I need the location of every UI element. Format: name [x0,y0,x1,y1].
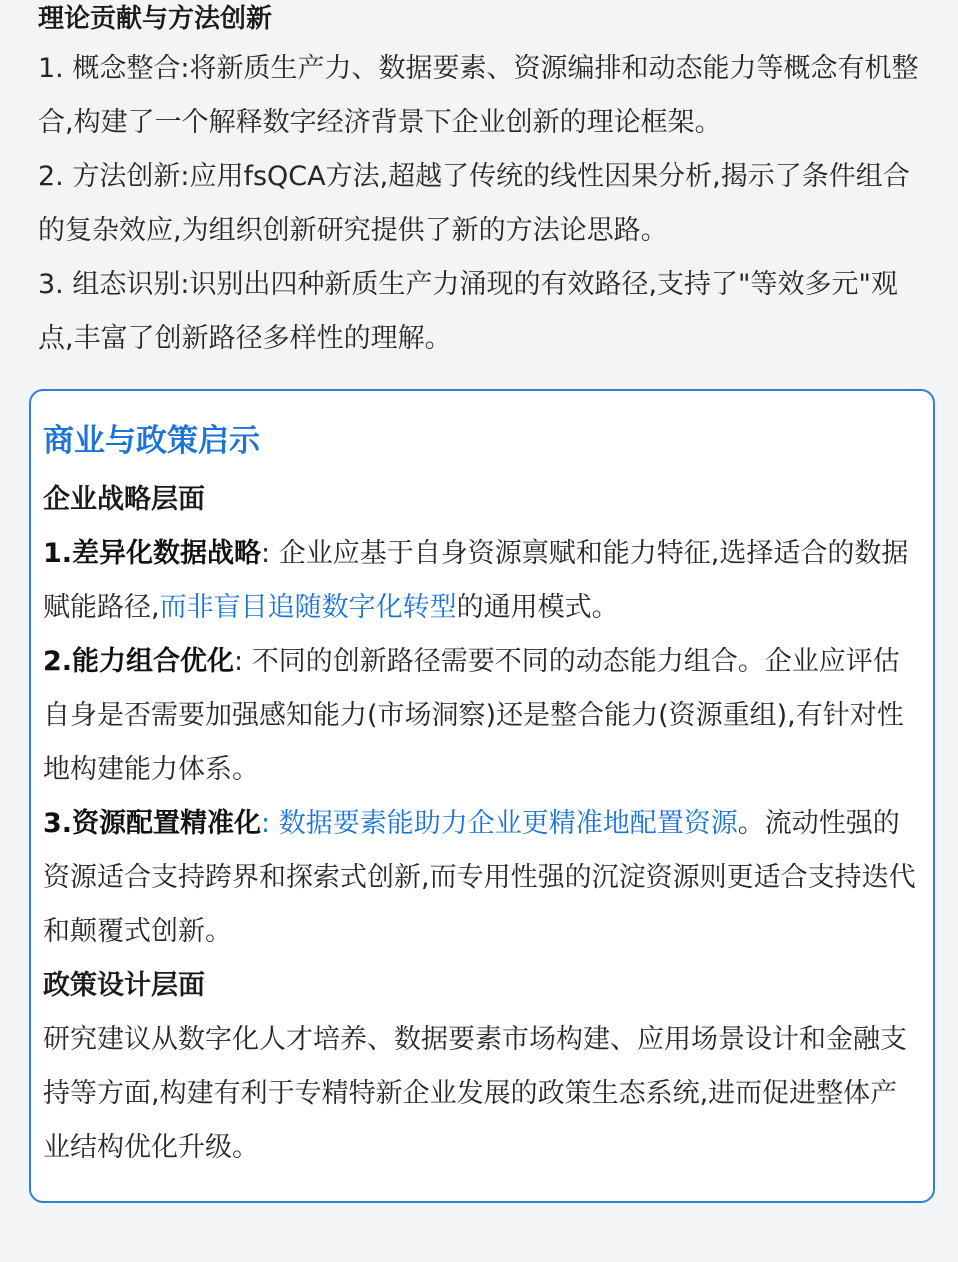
point-text-tail: 。流动性强的资源适合支持跨界和探索式创新,而专用性强的沉淀资源则更适合支持迭代和颠覆式创新。 [43,808,916,947]
theory-section [38,0,928,366]
point-separator: : [234,646,252,677]
point-separator: : [261,538,279,569]
point-highlight: 而非盲目追随数字化转型 [159,592,457,623]
point-text: 企业应基于自身资源禀赋和能力特征,选择适合的数据赋能路径, [43,538,909,623]
theory-item-concept-integration: 1. 概念整合:将新质生产力、数据要素、资源编排和动态能力等概念有机整合,构建了一个解释数字经济背景下企业创新的理论框架。 [38,53,919,138]
theory-section-title: 理论贡献与方法创新 [38,4,273,34]
point-separator: : [261,808,279,839]
policy-design-text: 研究建议从数字化人才培养、数据要素市场构建、应用场景设计和金融支持等方面,构建有利于专精特新企业发展的政策生态系统,进而促进整体产业结构优化升级。 [43,1024,907,1163]
enterprise-strategy-heading: 企业战略层面 [43,484,205,515]
enterprise-point-data-strategy [43,527,921,635]
point-text-tail: 的通用模式。 [456,592,619,623]
point-label: 2.能力组合优化 [43,646,235,677]
implications-card-title: 商业与政策启示 [43,423,260,459]
point-highlight: 数据要素能助力企业更精准地配置资源 [278,808,738,839]
implications-card [29,389,935,1203]
theory-item-method-innovation: 2. 方法创新:应用fsQCA方法,超越了传统的线性因果分析,揭示了条件组合的复杂效应,为组织创新研究提供了新的方法论思路。 [38,161,910,246]
enterprise-point-resource-allocation [43,797,921,959]
point-label: 3.资源配置精准化 [43,808,262,839]
theory-item-configuration-identification: 3. 组态识别:识别出四种新质生产力涌现的有效路径,支持了"等效多元"观点,丰富了创新路径多样性的理解。 [38,269,898,354]
enterprise-point-capability-mix [43,635,921,797]
theory-list [38,42,928,366]
policy-design-heading: 政策设计层面 [43,970,205,1001]
point-label: 1.差异化数据战略 [43,538,262,569]
point-text: 不同的创新路径需要不同的动态能力组合。企业应评估自身是否需要加强感知能力(市场洞察)还是整合能力(资源重组),有针对性地构建能力体系。 [43,646,904,785]
